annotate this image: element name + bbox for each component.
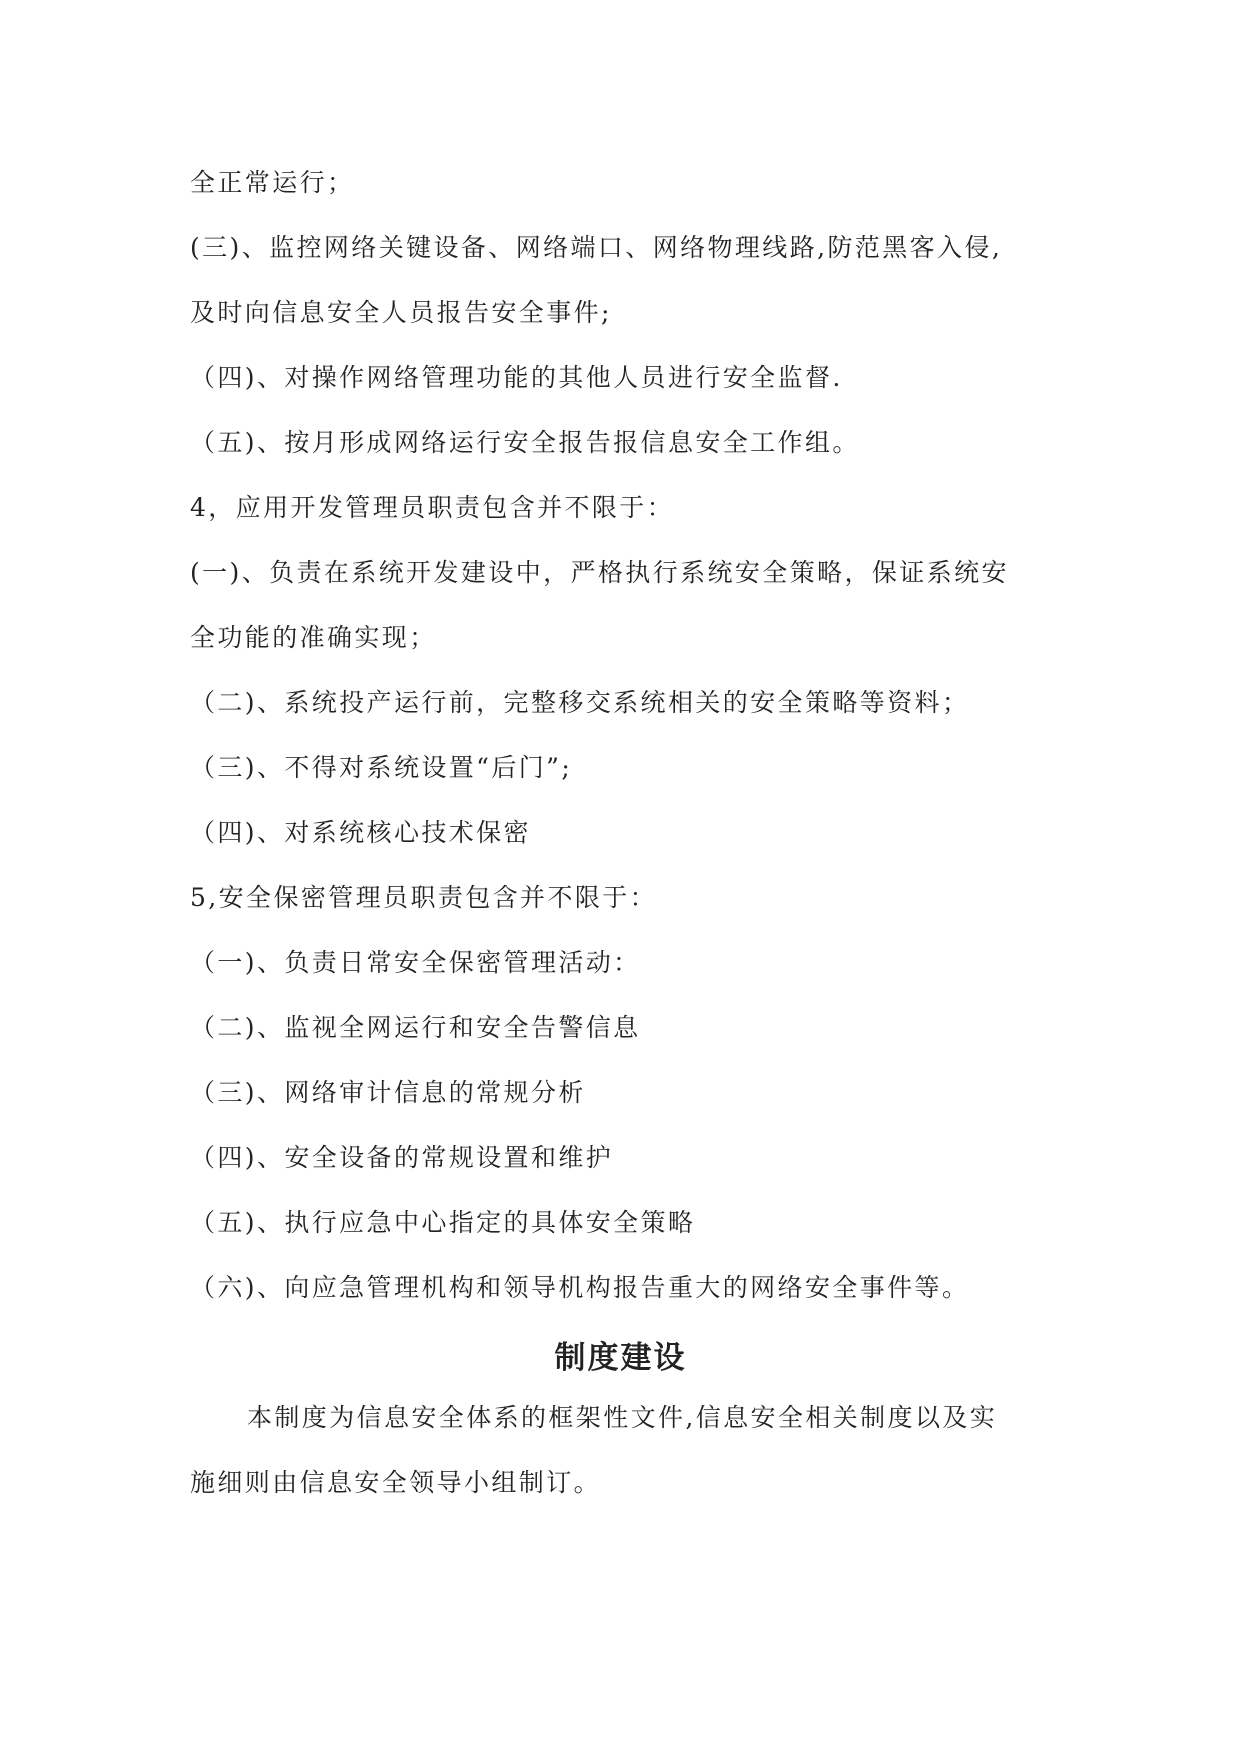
text-line-18: （六)、向应急管理机构和领导机构报告重大的网络安全事件等。 [190, 1273, 970, 1302]
text-line-9: （二)、系统投产运行前，完整移交系统相关的安全策略等资料； [190, 688, 970, 717]
text-line-17: （五)、执行应急中心指定的具体安全策略 [190, 1208, 696, 1237]
text-line-6: 4，应用开发管理员职责包含并不限于： [190, 493, 675, 522]
text-line-10: （三)、不得对系统设置“后门”; [190, 753, 573, 782]
text-line-14: （二)、监视全网运行和安全告警信息 [190, 1013, 641, 1042]
section-paragraph-line-1: 本制度为信息安全体系的框架性文件,信息安全相关制度以及实 [247, 1403, 998, 1432]
text-line-5: （五)、按月形成网络运行安全报告报信息安全工作组。 [190, 428, 860, 457]
text-line-7: (一)、负责在系统开发建设中，严格执行系统安全策略，保证系统安 [190, 558, 1009, 587]
text-line-1: 全正常运行； [190, 168, 355, 197]
text-line-12: 5,安全保密管理员职责包含并不限于： [190, 883, 658, 912]
text-line-3: 及时向信息安全人员报告安全事件; [190, 298, 612, 327]
text-line-16: （四)、安全设备的常规设置和维护 [190, 1143, 614, 1172]
text-line-13: （一)、负责日常安全保密管理活动： [190, 948, 641, 977]
text-line-11: （四)、对系统核心技术保密 [190, 818, 531, 847]
section-heading: 制度建设 [554, 1340, 687, 1376]
text-line-8: 全功能的准确实现； [190, 623, 437, 652]
section-paragraph-line-2: 施细则由信息安全领导小组制订。 [190, 1468, 602, 1497]
text-line-15: （三)、网络审计信息的常规分析 [190, 1078, 586, 1107]
text-line-2: (三)、监控网络关键设备、网络端口、网络物理线路,防范黑客入侵, [190, 233, 1003, 262]
text-line-4: （四)、对操作网络管理功能的其他人员进行安全监督. [190, 363, 843, 392]
